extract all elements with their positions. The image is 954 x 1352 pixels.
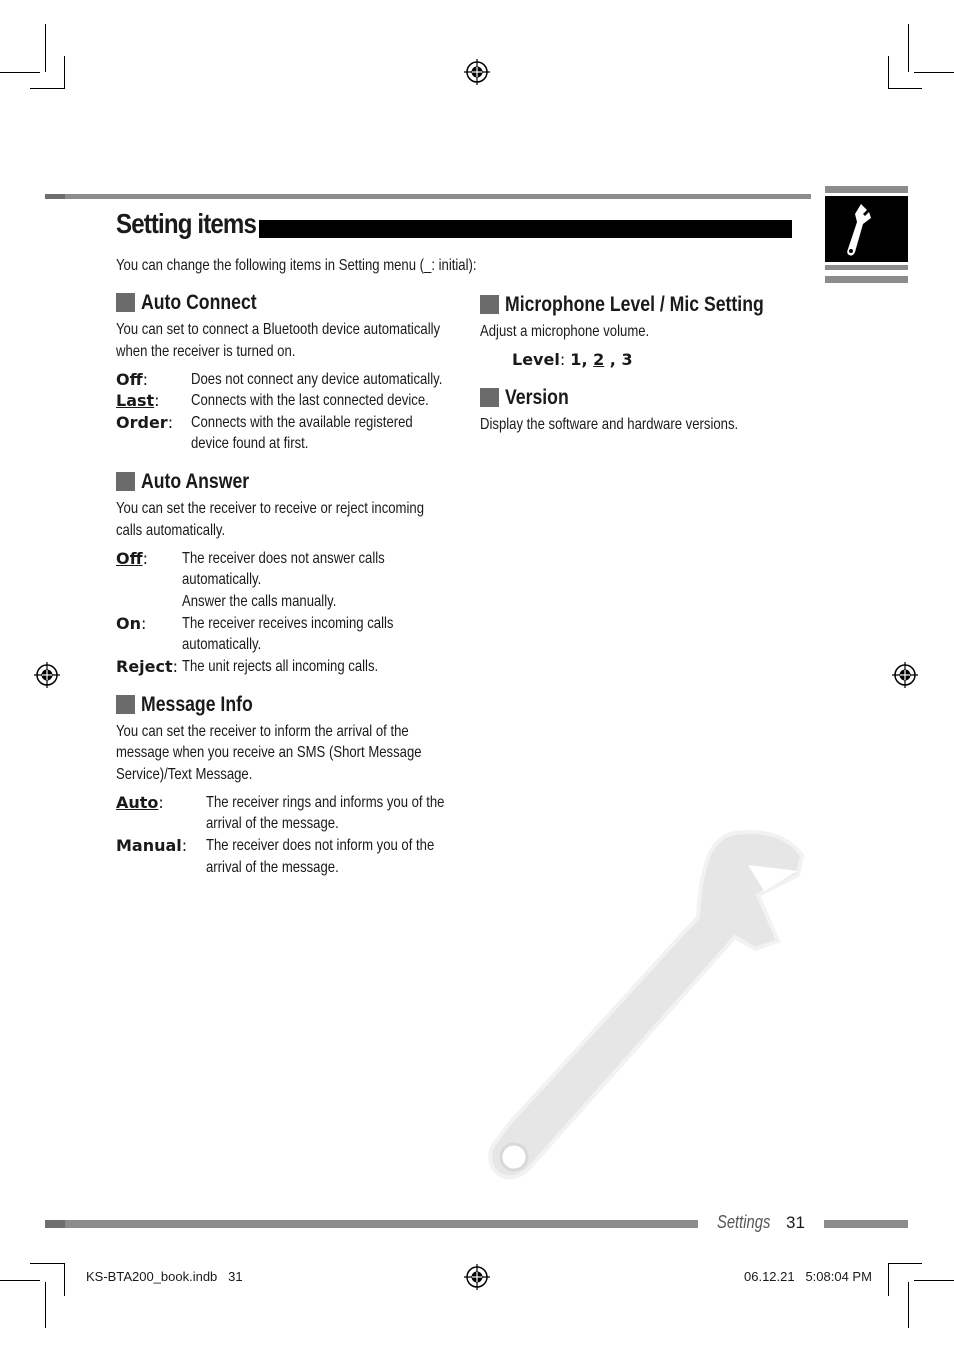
crop-mark xyxy=(45,1282,46,1328)
crop-mark xyxy=(888,1263,889,1296)
crop-mark xyxy=(30,88,64,89)
mic-level-heading: Microphone Level / Mic Setting xyxy=(505,293,764,316)
crop-mark xyxy=(908,1282,909,1328)
option-desc: automatically. xyxy=(182,571,262,588)
option-name: Off: xyxy=(116,370,148,389)
auto-connect-heading: Auto Connect xyxy=(141,291,257,314)
heading-square xyxy=(116,472,135,491)
tab-rule xyxy=(825,186,908,193)
auto-connect-desc: when the receiver is turned on. xyxy=(116,343,296,360)
crop-mark xyxy=(0,72,40,73)
option-desc: Connects with the available registered xyxy=(191,414,413,431)
tab-rule xyxy=(825,265,908,270)
crop-mark xyxy=(888,1263,922,1264)
crop-mark xyxy=(888,88,922,89)
option-name: Order: xyxy=(116,413,174,432)
option-desc: The receiver does not inform you of the xyxy=(206,837,435,854)
option-name: Auto: xyxy=(116,793,164,812)
registration-mark-icon xyxy=(34,662,60,688)
crop-mark xyxy=(914,1280,954,1281)
crop-mark xyxy=(45,24,46,72)
option-desc: automatically. xyxy=(182,636,262,653)
option-name: Off: xyxy=(116,549,148,568)
option-desc: arrival of the message. xyxy=(206,815,339,832)
print-timestamp: 06.12.21 5:08:04 PM xyxy=(744,1269,872,1284)
registration-mark-icon xyxy=(892,662,918,688)
option-name: Last: xyxy=(116,391,160,410)
crop-mark xyxy=(30,1263,64,1264)
wrench-icon xyxy=(843,202,875,258)
mic-level-desc: Adjust a microphone volume. xyxy=(480,323,650,340)
crop-mark xyxy=(64,1263,65,1296)
option-desc: Does not connect any device automatically. xyxy=(191,371,443,388)
crop-mark xyxy=(888,56,889,89)
crop-mark xyxy=(908,24,909,72)
wrench-icon xyxy=(480,825,820,1195)
heading-square xyxy=(116,293,135,312)
option-desc: Answer the calls manually. xyxy=(182,593,337,610)
option-desc: The receiver rings and informs you of the xyxy=(206,794,445,811)
auto-answer-desc: You can set the receiver to receive or reject incoming xyxy=(116,500,424,517)
page-title: Setting items xyxy=(116,208,257,239)
message-info-desc: You can set the receiver to inform the arrival of the xyxy=(116,723,409,740)
page-number: 31 xyxy=(786,1213,805,1232)
option-desc: The unit rejects all incoming calls. xyxy=(182,658,379,675)
option-name: Manual: xyxy=(116,836,188,855)
crop-mark xyxy=(0,1280,40,1281)
option-name: On: xyxy=(116,614,147,633)
crop-mark xyxy=(914,72,954,73)
heading-square xyxy=(480,388,499,407)
auto-connect-desc: You can set to connect a Bluetooth device automatically xyxy=(116,321,441,338)
option-desc: device found at first. xyxy=(191,435,309,452)
registration-mark-icon xyxy=(464,59,490,85)
auto-answer-desc: calls automatically. xyxy=(116,522,226,539)
message-info-desc: message when you receive an SMS (Short Message xyxy=(116,744,422,761)
version-desc: Display the software and hardware versions. xyxy=(480,416,739,433)
tab-rule xyxy=(825,276,908,283)
footer-rule xyxy=(824,1220,908,1228)
message-info-desc: Service)/Text Message. xyxy=(116,766,253,783)
settings-tab xyxy=(825,196,908,262)
header-rule xyxy=(65,194,811,199)
auto-answer-heading: Auto Answer xyxy=(141,470,250,493)
registration-mark-icon xyxy=(464,1264,490,1290)
footer-rule xyxy=(45,1220,65,1228)
intro-text: You can change the following items in Setting menu (_: initial): xyxy=(116,257,477,274)
version-heading: Version xyxy=(505,386,569,409)
file-slug: KS-BTA200_book.indb 31 xyxy=(86,1269,243,1284)
crop-mark xyxy=(64,56,65,89)
option-desc: The receiver does not answer calls xyxy=(182,550,385,567)
option-desc: The receiver receives incoming calls xyxy=(182,615,394,632)
footer-section-name: Settings xyxy=(717,1212,771,1232)
option-name: Reject: xyxy=(116,657,179,676)
option-desc: arrival of the message. xyxy=(206,859,339,876)
footer-rule xyxy=(65,1220,698,1228)
header-rule xyxy=(45,194,65,199)
message-info-heading: Message Info xyxy=(141,693,253,716)
heading-square xyxy=(480,295,499,314)
heading-square xyxy=(116,695,135,714)
title-bar xyxy=(259,220,792,238)
option-desc: Connects with the last connected device. xyxy=(191,392,429,409)
level-values: Level: 1, 2 , 3 xyxy=(512,350,633,369)
